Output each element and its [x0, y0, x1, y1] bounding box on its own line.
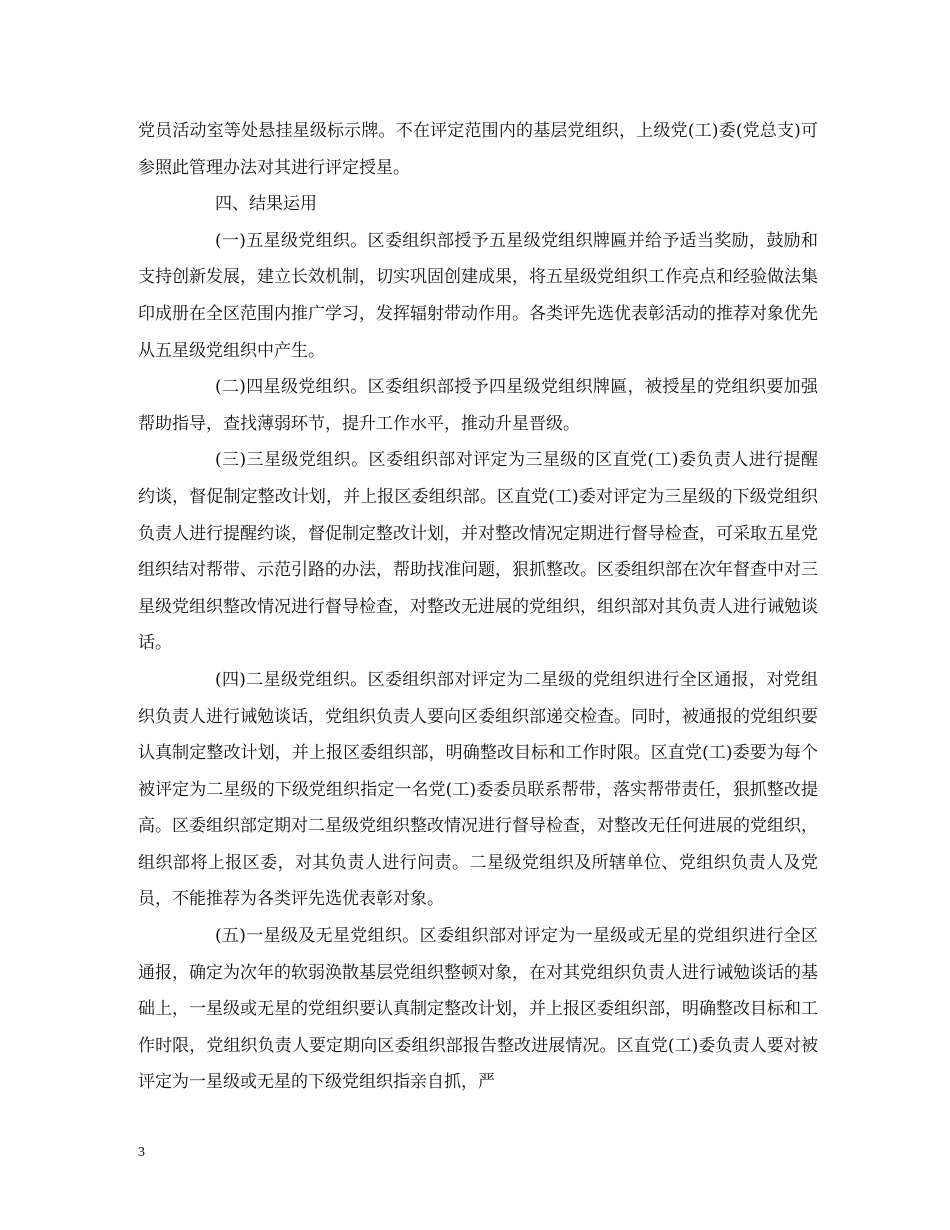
paragraph-continuation: 党员活动室等处悬挂星级标示牌。不在评定范围内的基层党组织，上级党(工)委(党总支)可参照此管理办法对其进行评定授星。	[138, 121, 818, 178]
section-heading-results: 四、结果运用	[215, 194, 317, 215]
paragraph-four-star: (二)四星级党组织。区委组织部授予四星级党组织牌匾，被授星的党组织要加强帮助指导，查找薄弱环节，提升工作水平，推动升星晋级。	[138, 377, 818, 434]
page-number: 3	[138, 1145, 145, 1160]
paragraph-three-star: (三)三星级党组织。区委组织部对评定为三星级的区直党(工)委负责人进行提醒约谈，督促制定整改计划，并上报区委组织部。区直党(工)委对评定为三星级的下级党组织负责人进行提醒约谈，督促制定整改计划，并对整改情况定期进行督导检查，可采取五星党组织结对帮带、示范引路的办法，帮助找准问题，狠抓整改。区委组织部在次年督查中对三星级党组织整改情况进行督导检查，对整改无进展的党组织，组织部对其负责人进行诫勉谈话。	[138, 450, 818, 654]
paragraph-five-star: (一)五星级党组织。区委组织部授予五星级党组织牌匾并给予适当奖励，鼓励和支持创新发展，建立长效机制，切实巩固创建成果，将五星级党组织工作亮点和经验做法集印成册在全区范围内推广学习，发挥辐射带动作用。各类评先选优表彰活动的推荐对象优先从五星级党组织中产生。	[138, 230, 818, 361]
paragraph-one-star: (五)一星级及无星党组织。区委组织部对评定为一星级或无星的党组织进行全区通报，确定为次年的软弱涣散基层党组织整顿对象，在对其党组织负责人进行诫勉谈话的基础上，一星级或无星的党组织要认真制定整改计划，并上报区委组织部，明确整改目标和工作时限，党组织负责人要定期向区委组织部报告整改进展情况。区直党(工)委负责人要对被评定为一星级或无星的下级党组织指亲自抓，严	[138, 926, 818, 1093]
paragraph-two-star: (四)二星级党组织。区委组织部对评定为二星级的党组织进行全区通报，对党组织负责人进行诫勉谈话，党组织负责人要向区委组织部递交检查。同时，被通报的党组织要认真制定整改计划，并上报区委组织部，明确整改目标和工作时限。区直党(工)委要为每个被评定为二星级的下级党组织指定一名党(工)委委员联系帮带，落实帮带责任，狠抓整改提高。区委组织部定期对二星级党组织整改情况进行督导检查，对整改无任何进展的党组织，组织部将上报区委，对其负责人进行问责。二星级党组织及所辖单位、党组织负责人及党员，不能推荐为各类评先选优表彰对象。	[138, 669, 818, 910]
document-body	[138, 113, 818, 1101]
